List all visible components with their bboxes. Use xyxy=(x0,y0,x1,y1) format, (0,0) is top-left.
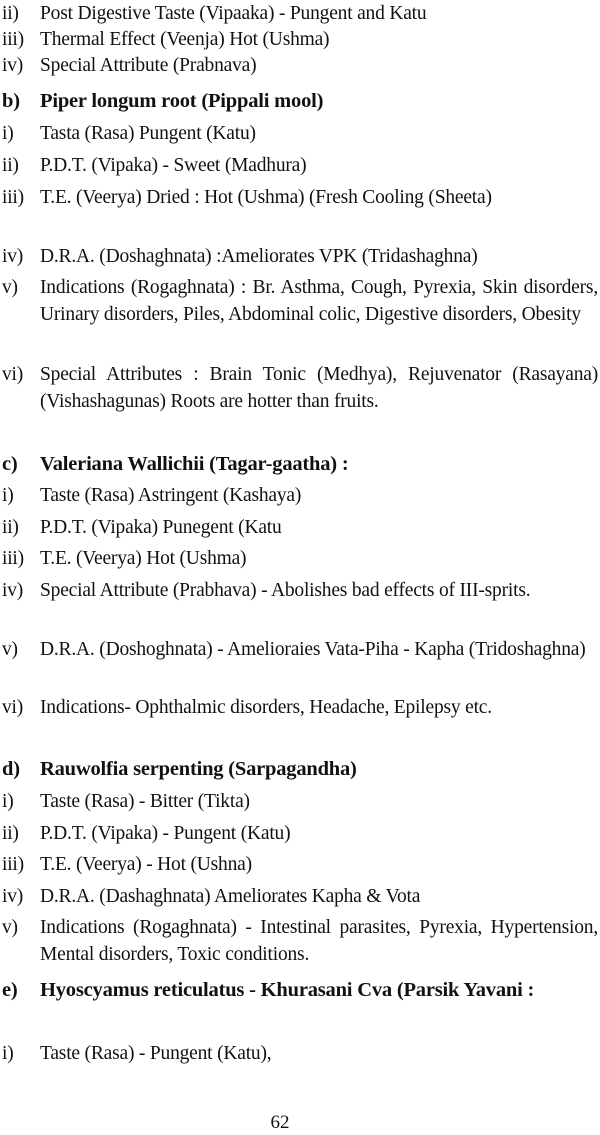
item-label: iii) xyxy=(2,548,24,569)
item-text: Indications- Ophthalmic disorders, Headache, Epilepsy etc. xyxy=(40,697,492,718)
item-label: iii) xyxy=(2,187,24,208)
item-text: Special Attributes : Brain Tonic (Medhya), Rejuvenator (Rasayana) (Vishashagunas) Roots are hotter than fruits. xyxy=(40,364,598,412)
item-label: iv) xyxy=(2,55,24,76)
item-text: Taste (Rasa) Astringent (Kashaya) xyxy=(40,485,302,506)
item-text: P.D.T. (Vipaka) - Sweet (Madhura) xyxy=(40,155,307,176)
section-label: b) xyxy=(2,90,20,112)
item-label: ii) xyxy=(2,3,19,24)
item-text: P.D.T. (Vipaka) Punegent (Katu xyxy=(40,517,282,538)
section-title: Valeriana Wallichii (Tagar-gaatha) : xyxy=(40,453,349,475)
item-text: Special Attribute (Prabnava) xyxy=(40,55,257,76)
item-text: Indications (Rogaghnata) : Br. Asthma, Cough, Pyrexia, Skin disorders, Urinary disorders, Piles, Abdominal colic, Digestive disorders, Obesity xyxy=(40,277,598,325)
page-number: 62 xyxy=(270,1112,290,1133)
item-text: Tasta (Rasa) Pungent (Katu) xyxy=(40,123,256,144)
item-text: T.E. (Veerya) - Hot (Ushna) xyxy=(40,854,252,875)
section-label: c) xyxy=(2,453,18,475)
section-label: d) xyxy=(2,758,20,780)
item-label: iii) xyxy=(2,854,24,875)
item-text: Post Digestive Taste (Vipaaka) - Pungent and Katu xyxy=(40,3,427,24)
item-text: P.D.T. (Vipaka) - Pungent (Katu) xyxy=(40,823,291,844)
item-label: ii) xyxy=(2,155,19,176)
item-label: iv) xyxy=(2,246,24,267)
item-text: D.R.A. (Doshaghnata) :Ameliorates VPK (Tridashaghna) xyxy=(40,246,478,267)
item-label: iv) xyxy=(2,886,24,907)
item-label: ii) xyxy=(2,823,19,844)
item-text: Taste (Rasa) - Bitter (Tikta) xyxy=(40,791,250,812)
item-label: iii) xyxy=(2,29,24,50)
item-label: v) xyxy=(2,639,18,660)
item-label: v) xyxy=(2,277,18,298)
item-label: ii) xyxy=(2,517,19,538)
item-label: i) xyxy=(2,485,14,506)
item-text: Special Attribute (Prabhava) - Abolishes bad effects of III-sprits. xyxy=(40,580,531,601)
section-label: e) xyxy=(2,979,18,1001)
item-label: vi) xyxy=(2,697,24,718)
item-text: Thermal Effect (Veenja) Hot (Ushma) xyxy=(40,29,330,50)
item-label: vi) xyxy=(2,364,24,385)
item-label: i) xyxy=(2,1043,14,1064)
item-label: i) xyxy=(2,123,14,144)
item-text: D.R.A. (Dashaghnata) Ameliorates Kapha & Vota xyxy=(40,886,421,907)
item-text: Indications (Rogaghnata) - Intestinal parasites, Pyrexia, Hypertension, Mental disorders, Toxic conditions. xyxy=(40,917,598,965)
item-label: iv) xyxy=(2,580,24,601)
section-title: Piper longum root (Pippali mool) xyxy=(40,90,324,112)
section-title: Rauwolfia serpenting (Sarpagandha) xyxy=(40,758,357,780)
item-text: T.E. (Veerya) Hot (Ushma) xyxy=(40,548,247,569)
item-text: T.E. (Veerya) Dried : Hot (Ushma) (Fresh Cooling (Sheeta) xyxy=(40,187,492,208)
item-text: D.R.A. (Doshoghnata) - Amelioraies Vata-Piha - Kapha (Tridoshaghna) xyxy=(40,639,586,660)
item-label: i) xyxy=(2,791,14,812)
item-text: Taste (Rasa) - Pungent (Katu), xyxy=(40,1043,272,1064)
section-title: Hyoscyamus reticulatus - Khurasani Cva (Parsik Yavani : xyxy=(40,979,535,1001)
item-label: v) xyxy=(2,917,18,938)
